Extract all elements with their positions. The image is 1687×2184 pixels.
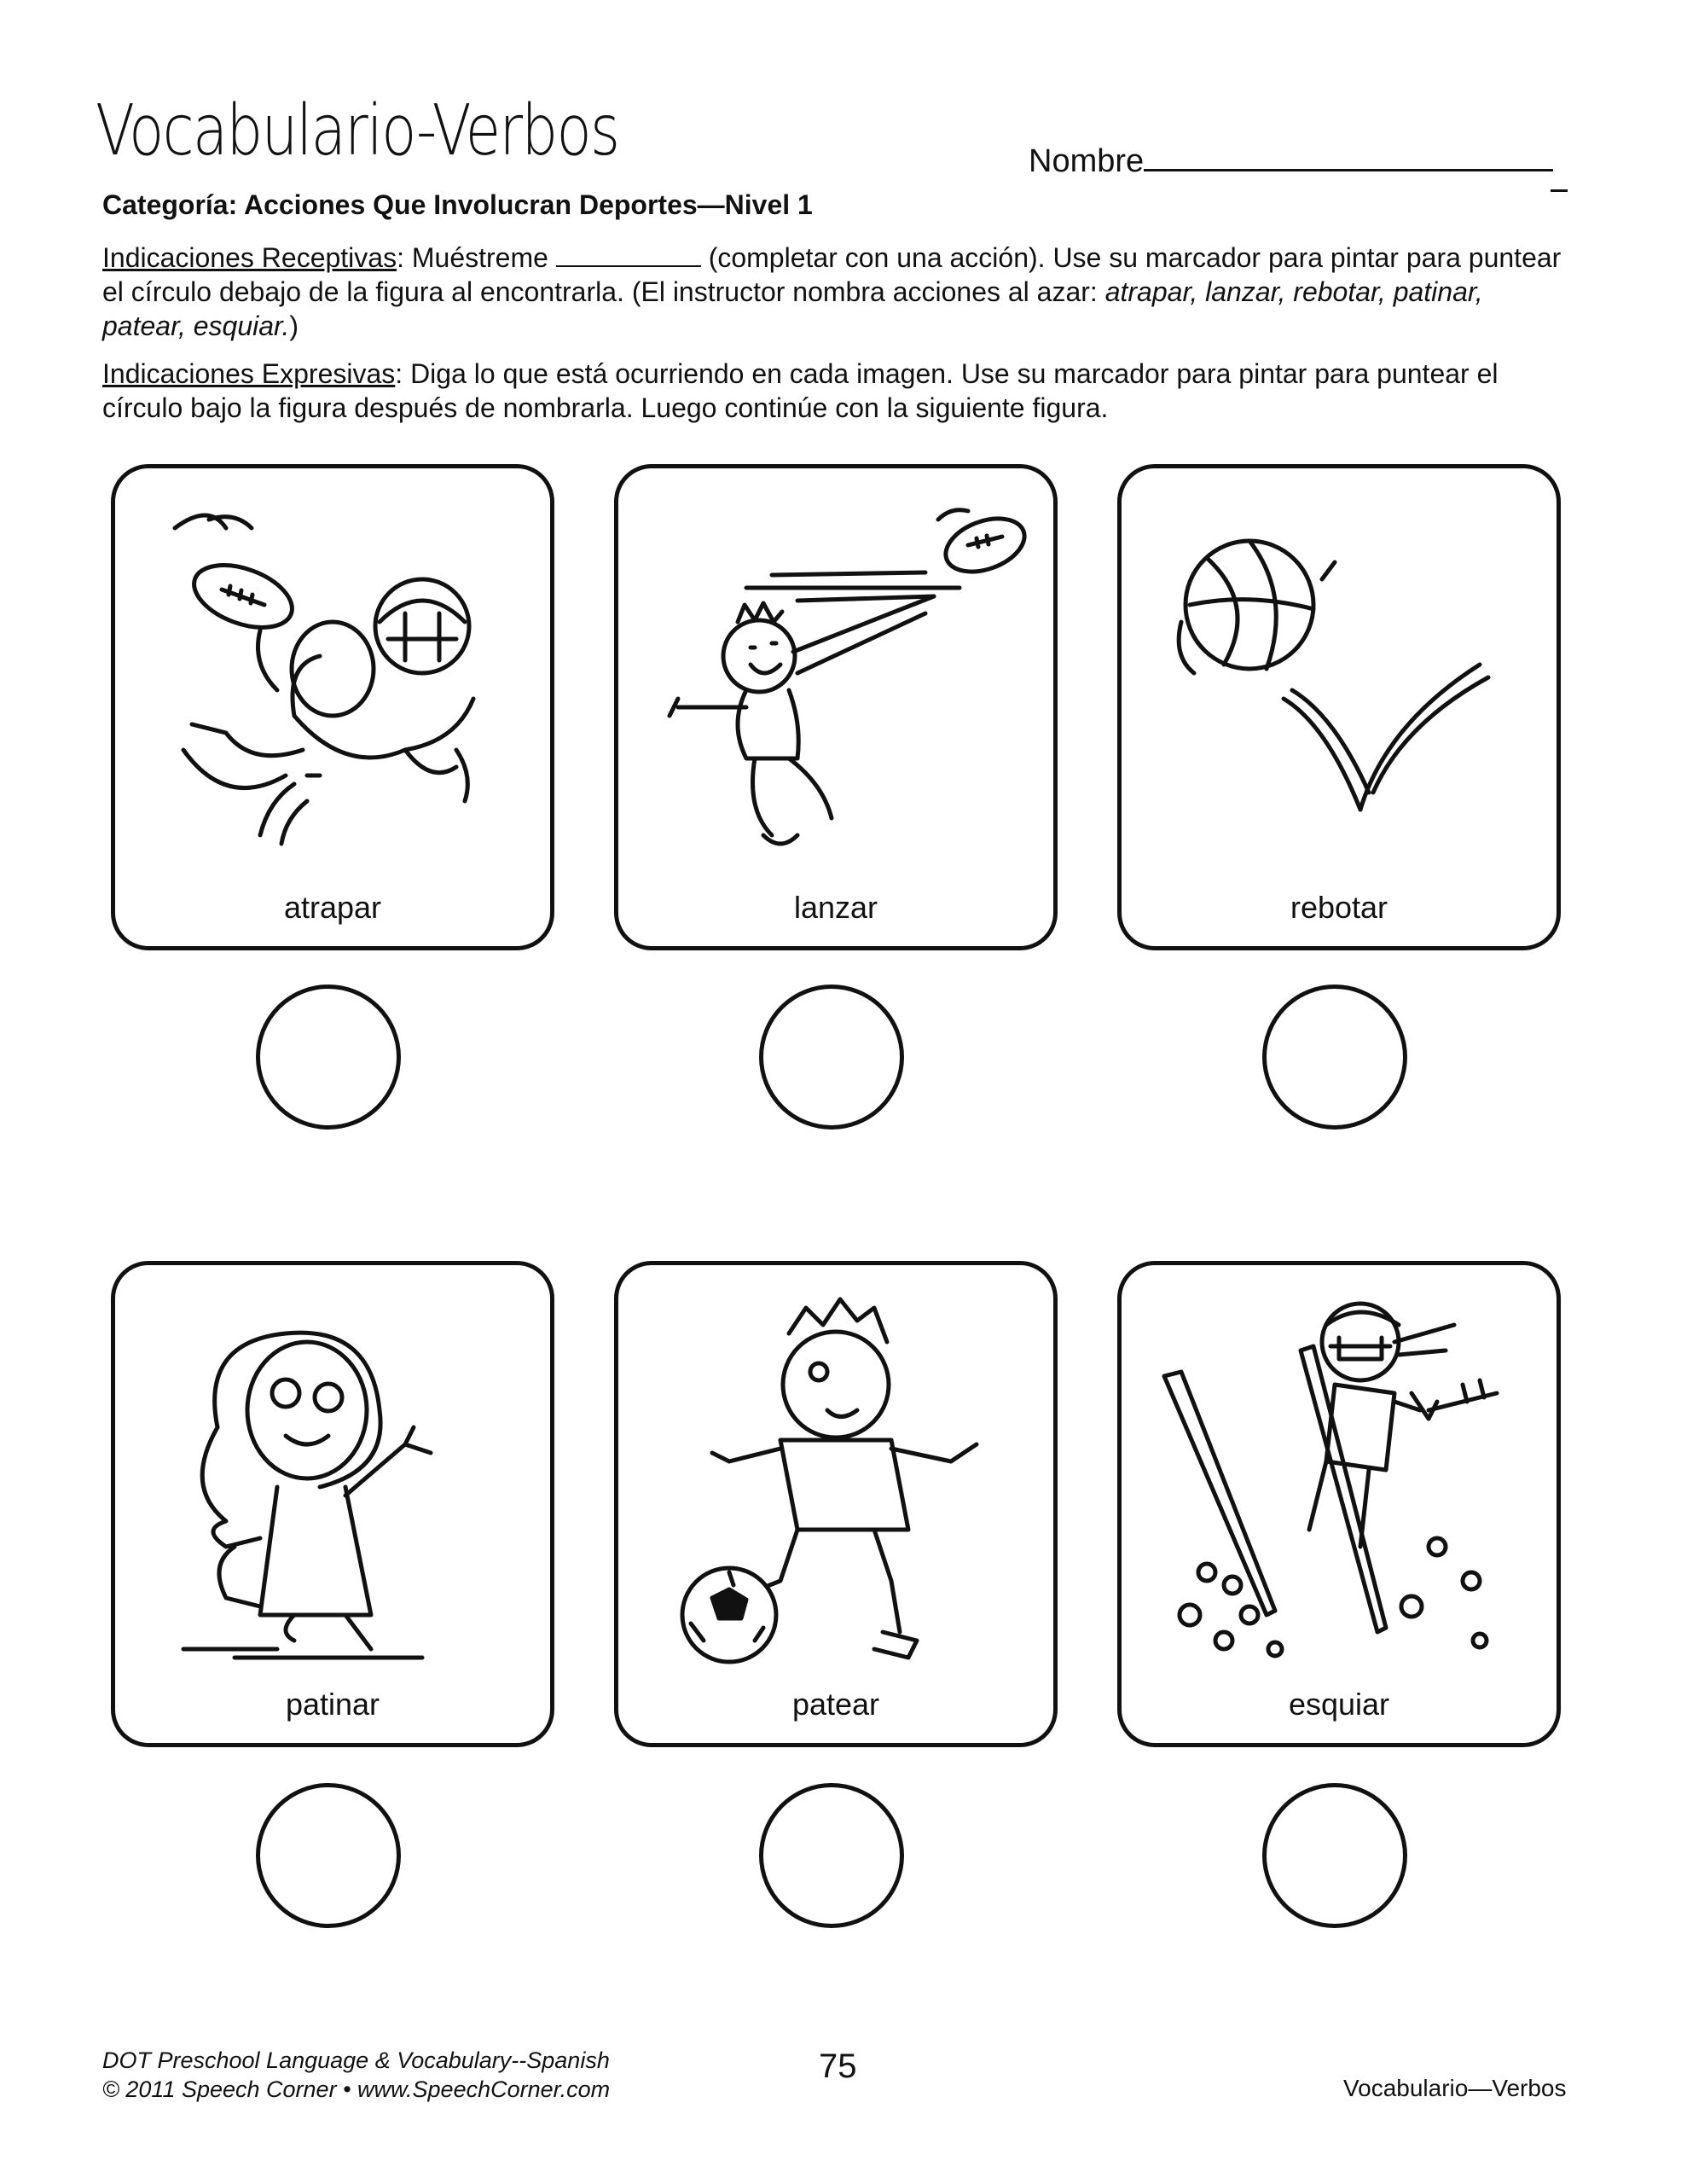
card-label: lanzar xyxy=(793,890,878,925)
receptive-end: ) xyxy=(289,311,299,341)
card-patinar xyxy=(111,1261,554,1747)
receptive-instructions xyxy=(102,241,1569,343)
card-patear xyxy=(614,1261,1058,1747)
football-throw-icon xyxy=(652,494,1028,869)
card-esquiar xyxy=(1117,1261,1561,1747)
copyright: © 2011 Speech Corner • www.SpeechCorner.com xyxy=(102,2077,611,2102)
page-number: 75 xyxy=(819,2048,857,2085)
expressive-instructions xyxy=(102,357,1569,425)
card-lanzar xyxy=(614,464,1058,950)
fill-in-blank xyxy=(556,245,701,267)
bouncing-ball-icon xyxy=(1156,494,1531,869)
answer-circle-patear[interactable] xyxy=(759,1783,904,1928)
expressive-text: : Diga lo que está ocurriendo en cada imagen. Use su marcador para pintar para puntear el círculo bajo la figura después de nombrarla. Luego continúe con la siguiente figura. xyxy=(102,358,1499,423)
book-title: DOT Preschool Language & Vocabulary--Spanish xyxy=(102,2048,610,2073)
soccer-kick-icon xyxy=(652,1291,1028,1666)
name-field[interactable] xyxy=(1029,143,1553,180)
answer-circle-atrapar[interactable] xyxy=(256,985,401,1130)
receptive-label: Indicaciones Receptivas xyxy=(102,242,397,273)
card-atrapar xyxy=(111,464,554,950)
answer-circle-rebotar[interactable] xyxy=(1262,985,1407,1130)
card-label: atrapar xyxy=(283,890,382,925)
name-label: Nombre xyxy=(1029,143,1145,179)
section-name: Vocabulario—Verbos xyxy=(1343,2075,1567,2101)
ice-skater-icon xyxy=(149,1291,525,1666)
answer-circle-lanzar[interactable] xyxy=(759,985,904,1130)
footer-credits xyxy=(102,2046,610,2104)
receptive-list: atrapar, lanzar, rebotar, patinar, patear, esquiar. xyxy=(102,276,1483,341)
card-rebotar xyxy=(1117,464,1561,950)
card-label: esquiar xyxy=(1288,1687,1390,1722)
receptive-text-a: : Muéstreme xyxy=(397,242,548,273)
card-label: rebotar xyxy=(1290,890,1388,925)
page-title: Vocabulario-Verbos xyxy=(96,90,619,171)
card-label: patear xyxy=(791,1687,880,1722)
expressive-label: Indicaciones Expresivas xyxy=(102,358,396,389)
answer-circle-patinar[interactable] xyxy=(256,1783,401,1928)
receptive-text-b: (completar con una acción). Use su marcador para pintar para puntear el círculo debajo de la figura al encontrarla. (El instructor nombra acciones al azar: xyxy=(102,242,1562,307)
skier-icon xyxy=(1156,1291,1531,1666)
card-label: patinar xyxy=(285,1687,380,1722)
name-blank-line[interactable] xyxy=(1144,143,1553,171)
dash-mark xyxy=(1551,189,1568,192)
football-catch-icon xyxy=(149,494,525,869)
answer-circle-esquiar[interactable] xyxy=(1262,1783,1407,1928)
category-heading: Categoría: Acciones Que Involucran Deportes—Nivel 1 xyxy=(102,189,813,220)
